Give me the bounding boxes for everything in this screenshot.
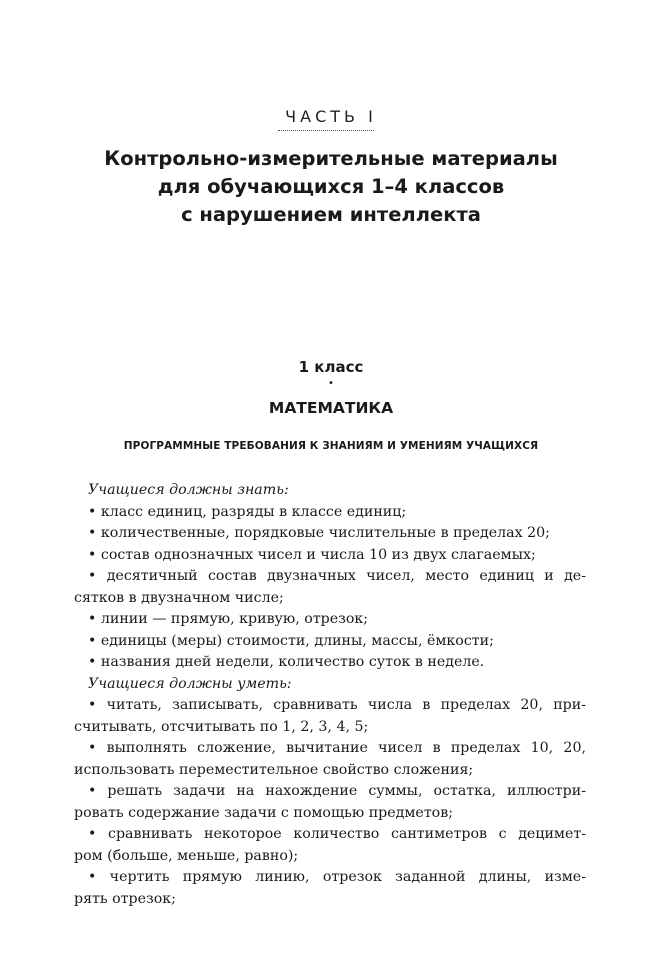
list-item-continuation: сятков в двузначном числе; bbox=[74, 589, 284, 606]
part-label: ЧАСТЬ I bbox=[285, 107, 377, 126]
subheading-know: Учащиеся должны знать: bbox=[88, 482, 289, 498]
list-item: • сравнивать некоторое количество сантиметров с децимет- bbox=[88, 826, 586, 842]
bullet-separator: • bbox=[328, 378, 334, 389]
list-item-continuation: считывать, отсчитывать по 1, 2, 3, 4, 5; bbox=[74, 718, 369, 735]
subject-heading: МАТЕМАТИКА bbox=[268, 399, 394, 417]
list-item: • единицы (меры) стоимости, длины, массы, ёмкости; bbox=[88, 632, 494, 649]
list-item-continuation: ровать содержание задачи с помощью предметов; bbox=[74, 804, 453, 821]
body-text bbox=[74, 480, 586, 910]
part-title-line: с нарушением интеллекта bbox=[181, 203, 481, 226]
grade-heading: 1 класс bbox=[298, 358, 364, 376]
requirements-heading: ПРОГРАММНЫЕ ТРЕБОВАНИЯ К ЗНАНИЯМ И УМЕНИЯМ УЧАЩИХСЯ bbox=[123, 440, 539, 452]
part-title-line: Контрольно-измерительные материалы bbox=[104, 147, 558, 170]
list-item: • чертить прямую линию, отрезок заданной длины, измe- bbox=[88, 869, 586, 885]
list-item: • десятичный состав двузначных чисел, место единиц и де- bbox=[88, 568, 586, 584]
part-divider bbox=[278, 130, 374, 131]
list-item: • количественные, порядковые числительные в пределах 20; bbox=[88, 525, 550, 541]
list-item: • решать задачи на нахождение суммы, остатка, иллюстри- bbox=[88, 783, 586, 799]
list-item: • названия дней недели, количество суток в неделе. bbox=[88, 654, 485, 670]
list-item: • читать, записывать, сравнивать числа в пределах 20, при- bbox=[88, 697, 586, 713]
part-title-line: для обучающихся 1–4 классов bbox=[157, 175, 505, 198]
list-item: • класс единиц, разряды в классе единиц; bbox=[88, 503, 407, 520]
list-item: • линии — прямую, кривую, отрезок; bbox=[88, 611, 369, 627]
list-item-continuation: ром (больше, меньше, равно); bbox=[74, 847, 299, 864]
subheading-able: Учащиеся должны уметь: bbox=[88, 675, 292, 692]
list-item: • выполнять сложение, вычитание чисел в пределах 10, 20, bbox=[88, 740, 586, 756]
list-item: • состав однозначных чисел и числа 10 из двух слагаемых; bbox=[88, 546, 536, 563]
list-item-continuation: рять отрезок; bbox=[74, 890, 176, 907]
part-title bbox=[0, 145, 662, 229]
list-item-continuation: использовать переместительное свойство сложения; bbox=[74, 761, 474, 778]
